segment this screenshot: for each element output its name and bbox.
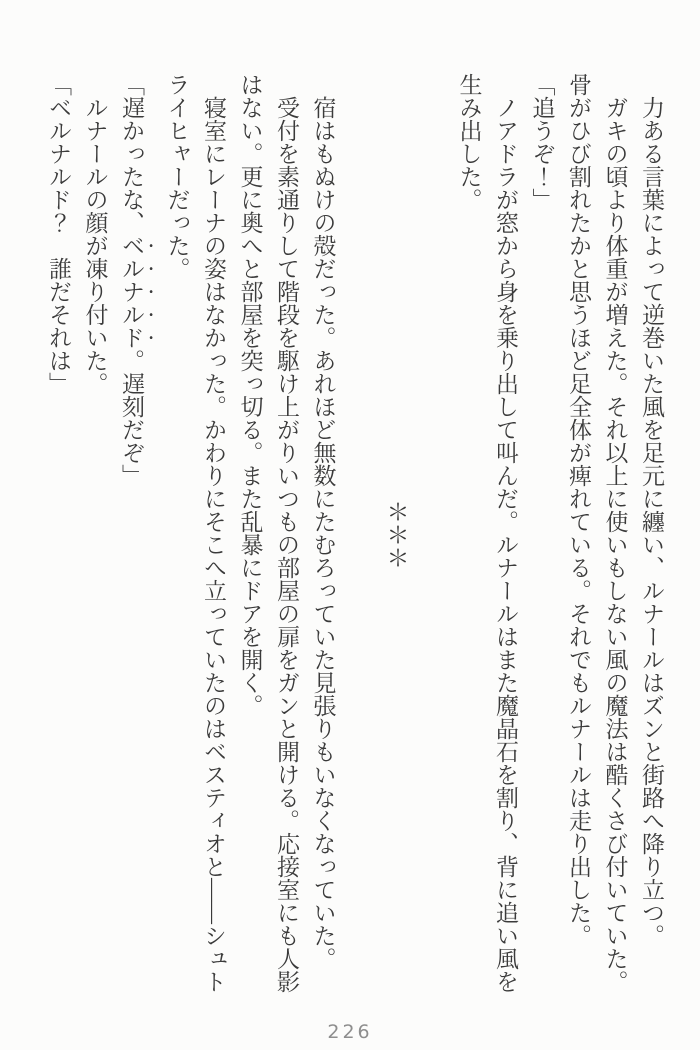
text-line — [195, 73, 232, 995]
text-run: 宿はもぬけの殻だった。あれほど無数にたむろっていた見張りもいなくなっていた。 — [310, 96, 336, 970]
text-line — [487, 73, 524, 995]
text-run: ルナールの顔が凍り付いた。 — [82, 96, 108, 395]
emphasis-text: ベルナルド — [119, 234, 144, 349]
text-run: ライヒャーだった。 — [164, 73, 190, 280]
text-run: ＊＊＊ — [383, 499, 409, 569]
text-line — [158, 73, 195, 995]
vertical-text-block — [40, 73, 670, 995]
text-line — [523, 73, 560, 995]
section-break — [377, 73, 414, 995]
text-line — [450, 73, 487, 995]
text-line — [113, 73, 159, 995]
text-line — [76, 73, 113, 995]
page-number: 226 — [327, 1021, 373, 1043]
text-run: ノアドラが窓から身を乗り出して叫んだ。ルナールはまた魔晶石を割り、背に追い風を — [493, 96, 518, 993]
text-run: 受付を素通りして階段を駆け上がりいつもの部屋の扉をガンと開ける。応接室にも人影 — [274, 96, 299, 993]
text-line — [40, 73, 77, 995]
text-run: はない。更に奥へと部屋を突っ切る。また乱暴にドアを開く。 — [237, 73, 263, 717]
text-run: 「追うぞ！」 — [529, 73, 555, 211]
text-run: 「ベルナルド？ 誰だそれは」 — [46, 73, 71, 395]
text-line — [633, 73, 670, 995]
text-line — [268, 73, 305, 995]
text-line — [560, 73, 597, 995]
text-line — [304, 73, 341, 995]
text-run: 生み出した。 — [456, 73, 482, 211]
text-run: 。遅刻だぞ」 — [119, 349, 144, 487]
text-line — [596, 73, 633, 995]
text-run: 「遅かったな、 — [119, 73, 144, 234]
text-run: 寝室にレーナの姿はなかった。かわりにそこへ立っていたのはベスティオと――シュト — [201, 96, 226, 993]
text-run: 力ある言葉によって逆巻いた風を足元に纏い、ルナールはズンと街路へ降り立つ。 — [639, 96, 664, 947]
text-run: ガキの頃より体重が増えた。それ以上に使いもしない風の魔法は酷くさび付いていた。 — [602, 96, 628, 993]
text-line — [231, 73, 268, 995]
text-run: 骨がひび割れたかと思うほど足全体が痺れている。それでもルナールは走り出した。 — [566, 73, 591, 947]
